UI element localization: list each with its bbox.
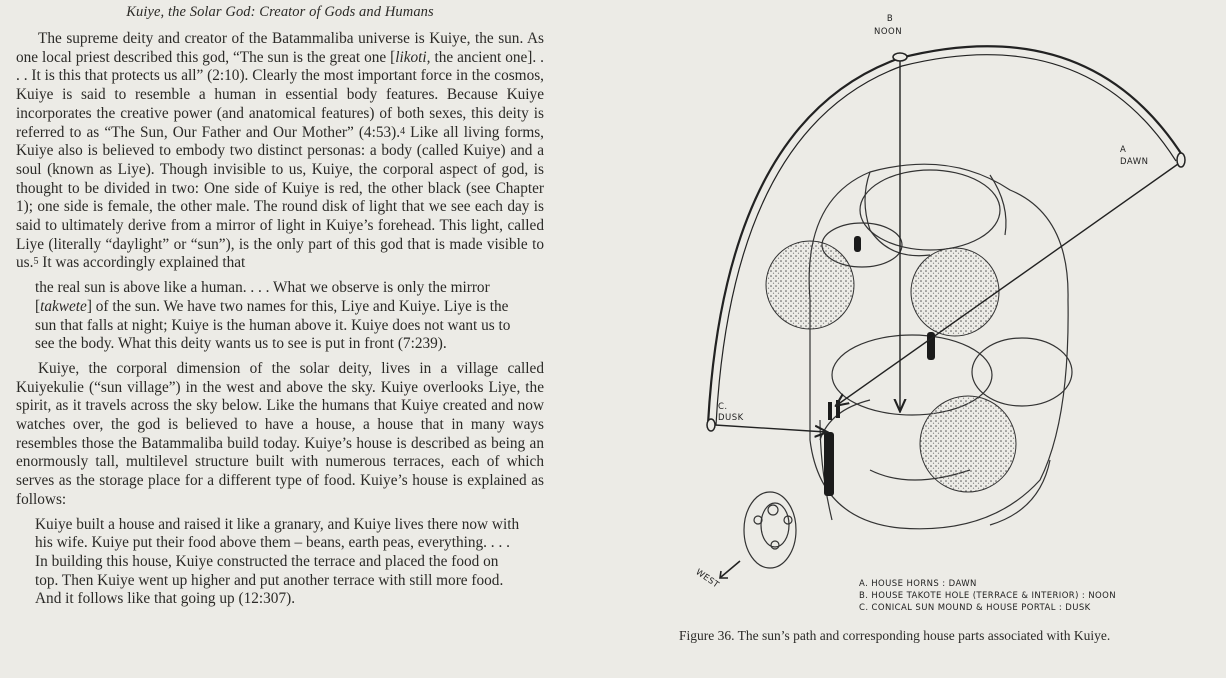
running-head: Kuiye, the Solar God: Creator of Gods and Humans (126, 4, 434, 20)
block-quote-1-italic-term: takwete (40, 297, 87, 315)
footnote-ref-4: 4 (400, 125, 406, 137)
noon-sun-marker (893, 53, 907, 61)
paragraph-1-part-2: the ancient one]. . . . It is this that protects us all” (2:10). Clearly the most important force in the cosmos, Kuiye is said to resemble a human in essential body features. Because Kuiye incorporates the creative power (and anatomical features) of both sexes, this deity is referred to as “The Sun, Our Father and Our Mother” (4:53). (16, 48, 544, 141)
label-dawn: DAWN (1120, 157, 1149, 167)
sun-ray-lines (715, 61, 1178, 432)
figure-legend (859, 578, 1116, 614)
paragraph-1-part-1: The supreme deity and creator of the Batammaliba universe is Kuiye, the sun. As one local priest described this god, “The sun is the great one [ (16, 30, 544, 66)
dawn-sun-marker (1177, 153, 1185, 167)
dusk-sun-marker (707, 419, 715, 431)
label-b: B (886, 14, 894, 24)
paragraph-1 (16, 30, 544, 273)
footnote-ref-5: 5 (33, 256, 39, 268)
legend-item-c: C. CONICAL SUN MOUND & HOUSE PORTAL : DUSK (859, 603, 1091, 613)
block-quote-1-part-1: the real sun is above like a human. . . . What we observe is only the mirror [ (35, 279, 490, 315)
paragraph-2: Kuiye, the corporal dimension of the solar deity, lives in a village called Kuiyekulie (“sun village”) in the west and above the sky. Kuiye overlooks Liye, the spirit, as it travels across the sky below. Like the humans that Kuiye created and now watches over, the god is believed to have a house, a house that in many ways resembles those the Batammaliba build today. Kuiye’s house is described as being an enormously tall, multilevel structure built with numerous terraces, each of which serves as the storage place for a different type of food. Kuiye’s house is explained as follows: (16, 359, 544, 508)
paragraph-1-part-4: It was accordingly explained that (38, 254, 246, 272)
label-west: WEST (693, 567, 721, 591)
block-quote-1 (35, 279, 523, 354)
label-c: C. (718, 402, 728, 412)
sun-path-arc (708, 46, 1184, 425)
legend-item-b: B. HOUSE TAKOTE HOLE (TERRACE & INTERIOR) : NOON (859, 591, 1116, 601)
figure-36 (570, 0, 1226, 678)
legend-item-a: A. HOUSE HORNS : DAWN (859, 579, 977, 589)
house-sun-path-drawing (570, 0, 1226, 678)
conical-sun-mound (744, 492, 796, 568)
figure-caption: Figure 36. The sun’s path and corresponding house parts associated with Kuiye. (679, 628, 1111, 643)
label-dusk: DUSK (718, 413, 744, 423)
block-quote-1-part-2: ] of the sun. We have two names for this, Liye and Kuiye. Liye is the sun that falls at night; Kuiye is the human above it. Kuiye does not want us to see the body. What this deity wants us to see is put in front (7:239). (35, 297, 511, 353)
label-noon: NOON (874, 27, 903, 37)
paragraph-1-part-3: Like all living forms, Kuiye also is believed to embody two distinct personas: a body (called Kuiye) and a soul (known as Liye). Though invisible to us, Kuiye, the corporal aspect of god, is thought to be divided in two: One side of Kuiye is red, the other black (see Chapter 1); one side is female, the other male. The round disk of light that we see each day is said to ultimately derive from a mirror of light in Kuiye’s forehead. This light, called Liye (literally “daylight” or “sun”), is the only part of this god that is made visible to us. (16, 123, 545, 272)
label-a: A (1120, 145, 1127, 155)
block-quote-2: Kuiye built a house and raised it like a granary, and Kuiye lives there now with his wife. Kuiye put their food above them – beans, earth peas, everything. . . . In building this house, Kuiye constructed the terrace and placed the food on top. Then Kuiye went up higher and put another terrace with still more food. And it follows like that going up (12:307). (35, 515, 520, 608)
text-column (16, 4, 544, 615)
paragraph-1-italic-term: likoti, (395, 48, 431, 66)
west-arrow (720, 561, 740, 578)
